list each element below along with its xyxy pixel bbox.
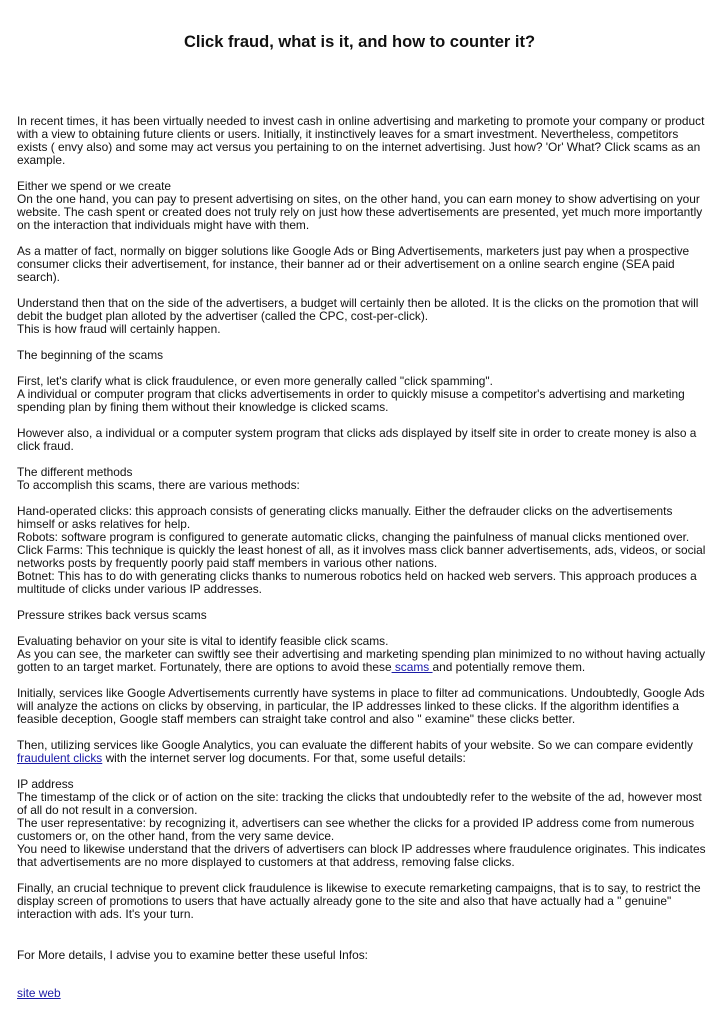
- paragraph-matter-of-fact: As a matter of fact, normally on bigger solutions like Google Ads or Bing Advertisements, marketers just pay when a prospective consumer clicks their advertisement, for instance, their banner ad or their advertisement on a online search engine (SEA paid search).: [17, 244, 690, 284]
- paragraph-evaluating-body: Evaluating behavior on your site is vital to identify feasible click scams.: [17, 634, 389, 648]
- method-click-farms: Click Farms: This technique is quickly the least honest of all, as it involves mass click banner advertisements, ads, videos, or social networks posts by frequently poorly paid staff members in various other nations.: [17, 543, 706, 570]
- fraudulent-clicks-link[interactable]: fraudulent clicks: [17, 751, 103, 765]
- paragraph-marketer-post: and potentially remove them.: [432, 660, 586, 674]
- paragraph-fraud-happen: This is how fraud will certainly happen.: [17, 322, 221, 336]
- paragraph-budget-body: Understand then that on the side of the advertisers, a budget will certainly then be alloted. It is the clicks on the promotion that will debit the budget plan alloted by the advertiser (called the CPC, cost-per-click).: [17, 296, 699, 323]
- page-title: Click fraud, what is it, and how to counter it?: [183, 33, 536, 51]
- section-heading-methods: The different methods: [17, 465, 133, 479]
- detail-user-representative: The user representative: by recognizing it, advertisers can see whether the clicks for a provided IP address come from numerous customers or, on the other hand, from the very same device.: [17, 816, 695, 843]
- paragraph-clarify-1: First, let's clarify what is click fraudulence, or even more generally called "click spamming".: [17, 374, 493, 388]
- method-botnet: Botnet: This has to do with generating clicks thanks to numerous robotics held on hacked web servers. This approach produces a multitude of clicks under various IP addresses.: [17, 569, 697, 596]
- site-web-link[interactable]: site web: [17, 986, 61, 1000]
- article-body: [17, 115, 707, 934]
- paragraph-marketer: [17, 648, 707, 674]
- paragraph-finally: Finally, an crucial technique to prevent click fraudulence is likewise to execute remarketing campaigns, that is to say, to restrict the display screen of promotions to users that have actually already gone to the site and also that have actually had a " genuine" interaction with ads. It's your turn.: [17, 881, 701, 921]
- paragraph-analytics-pre: Then, utilizing services like Google Analytics, you can evaluate the different habits of your website. So we can compare evidently: [17, 738, 693, 752]
- paragraph-clarify: [17, 375, 707, 414]
- paragraph-marketer-pre: As you can see, the marketer can swiftly see their advertising and marketing spending plan minimized to no without having actually gotten to an target market. Fortunately, there are options to avoid these: [17, 647, 706, 674]
- paragraph-spend-body: On the one hand, you can pay to present advertising on sites, on the other hand, you can earn money to show advertising on your website. The cash spent or created does not truly rely on just how these advertisements are presented, yet much more importantly on the interaction that individuals might have with them.: [17, 192, 703, 232]
- detail-block-ip: You need to likewise understand that the drivers of advertisers can block IP addresses where fraudulence originates. This indicates that advertisements are no more displayed to customers at that address, removing false clicks.: [17, 842, 706, 869]
- detail-timestamp: The timestamp of the click or of action on the site: tracking the clicks that undoubtedly refer to the website of the ad, however most of all do not result in a conversion.: [17, 790, 702, 817]
- method-robots: Robots: software program is configured to generate automatic clicks, changing the painfulness of manual clicks mentioned over.: [17, 530, 690, 544]
- section-heading-pressure: Pressure strikes back versus scams: [17, 608, 207, 622]
- methods-list: [17, 505, 707, 596]
- paragraph-evaluating: [17, 635, 707, 674]
- scams-link[interactable]: scams: [391, 660, 433, 674]
- paragraph-spend: [17, 180, 707, 232]
- paragraph-methods: [17, 466, 707, 492]
- site-web-link-wrapper: [17, 987, 61, 1000]
- paragraph-analytics: [17, 739, 707, 765]
- paragraph-initially: Initially, services like Google Advertisements currently have systems in place to filter ad communications. Undoubtedly, Google Ads will analyze the actions on clicks by observing, in particular, the IP addresses linked to these clicks. If the algorithm identifies a feasible deception, Google staff members can straight take control and also " examine" these clicks better.: [17, 686, 705, 726]
- detail-ip-address: IP address: [17, 777, 74, 791]
- paragraph-intro: In recent times, it has been virtually needed to invest cash in online advertising and marketing to promote your company or product with a view to obtaining future clients or users. Initially, it instinctively leaves for a smart investment. Nevertheless, competitors exists ( envy also) and some may act versus you pertaining to on the internet advertising. Just how? 'Or' What? Click scams as an example.: [17, 114, 705, 167]
- paragraph-methods-intro: To accomplish this scams, there are various methods:: [17, 478, 300, 492]
- method-hand-operated: Hand-operated clicks: this approach consists of generating clicks manually. Either the defrauder clicks on the advertisements himself or asks relatives for help.: [17, 504, 673, 531]
- paragraph-analytics-post: with the internet server log documents. For that, some useful details:: [105, 751, 466, 765]
- paragraph-clarify-2: A individual or computer program that clicks advertisements in order to quickly misuse a competitor's advertising and marketing spending plan by fining them without their knowledge is clicked scams.: [17, 387, 685, 414]
- section-heading-spend: Either we spend or we create: [17, 179, 171, 193]
- details-list: [17, 778, 707, 869]
- paragraph-budget: [17, 297, 707, 336]
- section-heading-beginning: The beginning of the scams: [17, 348, 164, 362]
- closing-text: For More details, I advise you to examine better these useful Infos:: [17, 948, 368, 962]
- paragraph-also: However also, a individual or a computer system program that clicks ads displayed by itself site in order to create money is also a click fraud.: [17, 426, 697, 453]
